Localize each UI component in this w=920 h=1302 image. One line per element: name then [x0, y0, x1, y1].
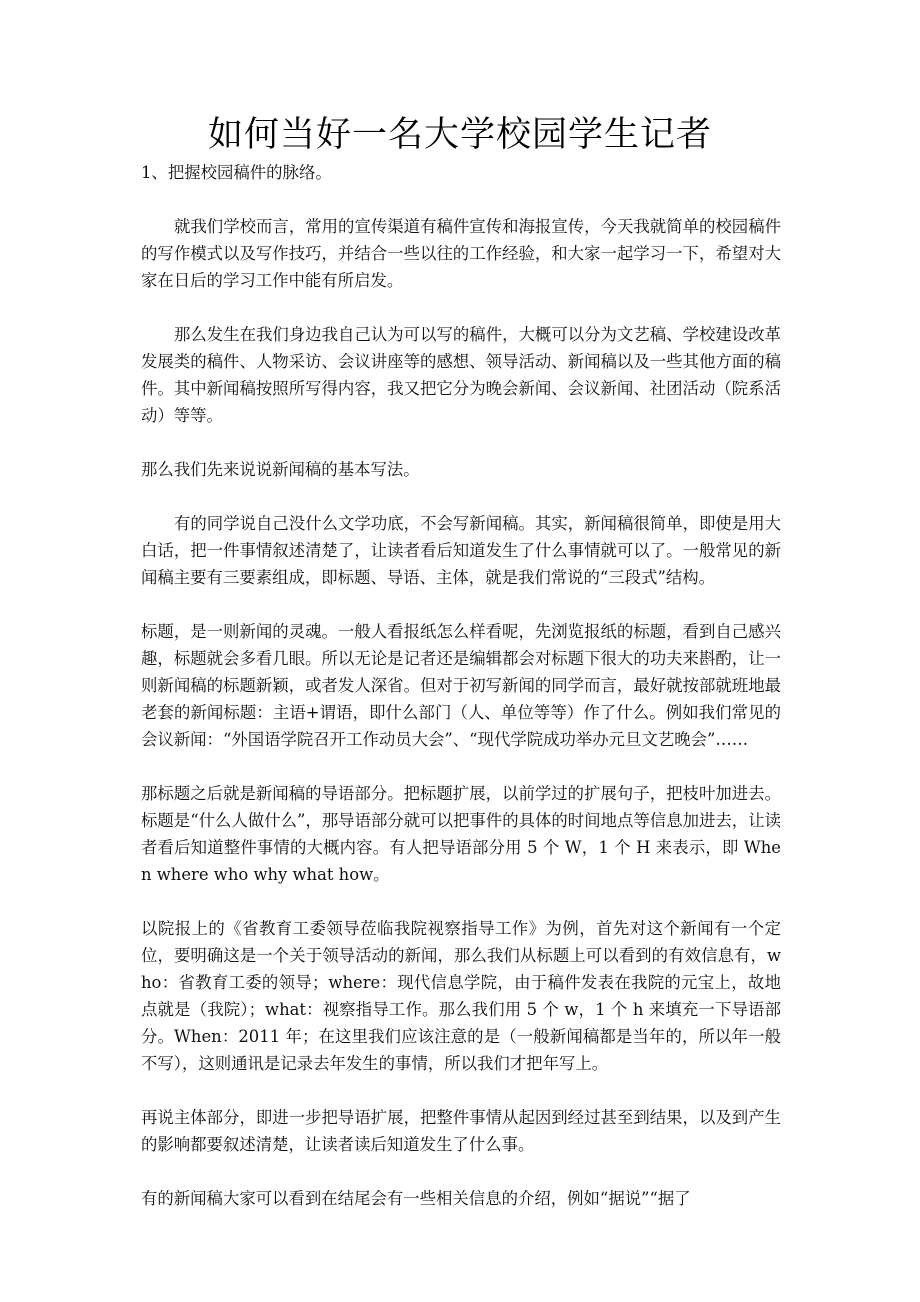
paragraph: 再说主体部分，即进一步把导语扩展，把整件事情从起因到经过甚至到结果，以及到产生的影响都要叙述清楚，让读者读后知道发生了什么事。	[141, 1108, 781, 1154]
paragraph: 就我们学校而言，常用的宣传渠道有稿件宣传和海报宣传，今天我就简单的校园稿件的写作模式以及写作技巧，并结合一些以往的工作经验，和大家一起学习一下，希望对大家在日后的学习工作中能有所启发。	[141, 217, 781, 290]
paragraph: 那标题之后就是新闻稿的导语部分。把标题扩展，以前学过的扩展句子，把枝叶加进去。标题是“什么人做什么”，那导语部分就可以把事件的具体的时间地点等信息加进去，让读者看后知道整件事情的大概内容。有人把导语部分用 5 个 W，1 个 H 来表示，即 When where who why what how。	[141, 784, 781, 884]
paragraph: 以院报上的《省教育工委领导莅临我院视察指导工作》为例，首先对这个新闻有一个定位，要明确这是一个关于领导活动的新闻，那么我们从标题上可以看到的有效信息有，who：省教育工委的领导；where：现代信息学院，由于稿件发表在我院的元宝上，故地点就是（我院）；what：视察指导工作。那么我们用 5 个 w，1 个 h 来填充一下导语部分。When：2011 年；在这里我们应该注意的是（一般新闻稿都是当年的，所以年一般不写），这则通讯是记录去年发生的事情，所以我们才把年写上。	[141, 919, 781, 1073]
paragraph: 那么我们先来说说新闻稿的基本写法。	[141, 460, 420, 479]
paragraph: 有的同学说自己没什么文学功底，不会写新闻稿。其实，新闻稿很简单，即使是用大白话，把一件事情叙述清楚了，让读者看后知道发生了什么事情就可以了。一般常见的新闻稿主要有三要素组成，即标题、导语、主体，就是我们常说的“三段式”结构。	[141, 514, 781, 587]
paragraph: 标题，是一则新闻的灵魂。一般人看报纸怎么样看呢，先浏览报纸的标题，看到自己感兴趣，标题就会多看几眼。所以无论是记者还是编辑都会对标题下很大的功夫来斟酌，让一则新闻稿的标题新颖，或者发人深省。但对于初写新闻的同学而言，最好就按部就班地最老套的新闻标题：主语+谓语，即什么部门（人、单位等等）作了什么。例如我们常见的会议新闻：“外国语学院召开工作动员大会”、“现代学院成功举办元旦文艺晚会”……	[141, 622, 781, 749]
paragraph: 有的新闻稿大家可以看到在结尾会有一些相关信息的介绍，例如“据说”“据了	[141, 1189, 691, 1208]
paragraph: 那么发生在我们身边我自己认为可以写的稿件，大概可以分为文艺稿、学校建设改革发展类的稿件、人物采访、会议讲座等的感想、领导活动、新闻稿以及一些其他方面的稿件。其中新闻稿按照所写得内容，我又把它分为晚会新闻、会议新闻、社团活动（院系活动）等等。	[141, 325, 781, 425]
document-body	[141, 159, 781, 1212]
section-heading: 1、把握校园稿件的脉络。	[141, 163, 332, 182]
document-title: 如何当好一名大学校园学生记者	[207, 115, 712, 155]
